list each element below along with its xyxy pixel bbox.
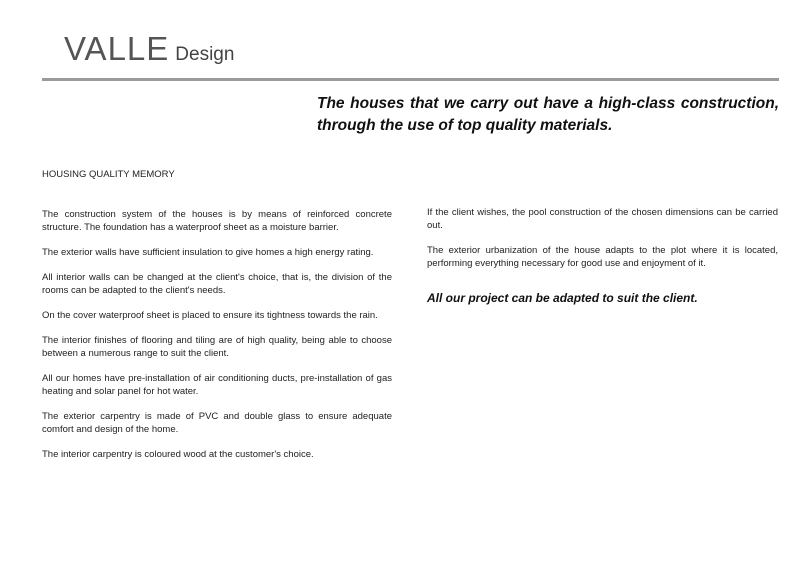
paragraph: The exterior walls have sufficient insulation to give homes a high energy rating.: [42, 247, 374, 258]
paragraph: All interior walls can be changed at the client's choice, that is, the division of the rooms can be adapted to the client's needs.: [42, 272, 392, 296]
brand-subtitle: Design: [175, 44, 235, 65]
paragraph: The interior finishes of flooring and tiling are of high quality, being able to choose between a numerous range to suit the client.: [42, 335, 392, 359]
paragraph: If the client wishes, the pool construction of the chosen dimensions can be carried out.: [427, 207, 778, 231]
paragraph: The construction system of the houses is by means of reinforced concrete structure. The foundation has a waterproof sheet as a moisture barrier.: [42, 209, 392, 233]
left-column: [42, 208, 392, 473]
paragraph: On the cover waterproof sheet is placed to ensure its tightness towards the rain.: [42, 310, 378, 321]
paragraph: All our homes have pre-installation of air conditioning ducts, pre-installation of gas heating and solar panel for hot water.: [42, 373, 392, 397]
paragraph: The exterior urbanization of the house adapts to the plot where it is located, performing everything necessary for good use and enjoyment of it.: [427, 245, 778, 269]
right-column: [427, 206, 778, 305]
paragraph: The interior carpentry is coloured wood at the customer's choice.: [42, 449, 314, 460]
section-title: HOUSING QUALITY MEMORY: [42, 169, 175, 180]
paragraph: The exterior carpentry is made of PVC and double glass to ensure adequate comfort and design of the home.: [42, 411, 392, 435]
tagline: The houses that we carry out have a high-class construction, through the use of top quality materials.: [317, 95, 779, 134]
brand-name: VALLE: [64, 30, 170, 67]
header-divider: [42, 78, 779, 81]
closing-statement: All our project can be adapted to suit the client.: [427, 291, 698, 305]
header: [64, 30, 234, 68]
